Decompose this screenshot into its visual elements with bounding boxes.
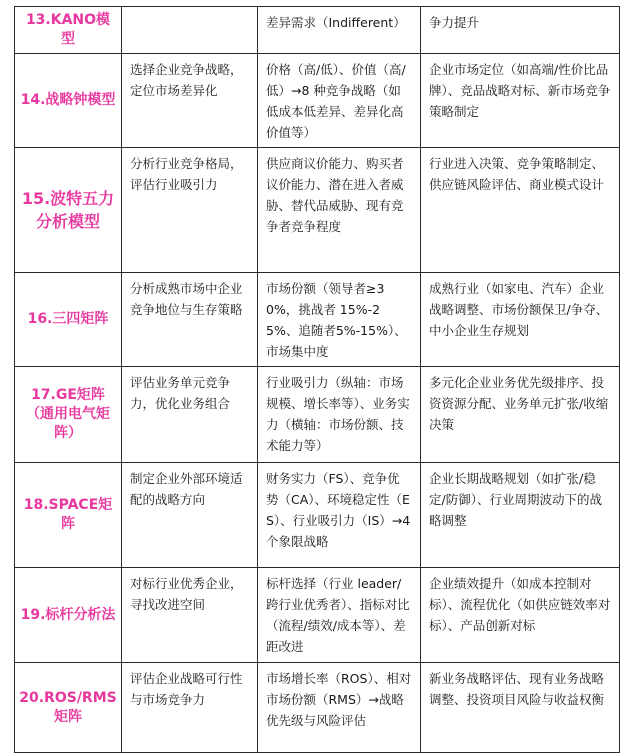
table-row bbox=[15, 54, 620, 148]
core-elements-cell: 财务实力（FS）、竞争优势（CA）、环境稳定性（ES）、行业吸引力（IS）→4个象限战略 bbox=[258, 463, 421, 568]
model-name-cell: 19.标杆分析法 bbox=[15, 568, 122, 663]
model-name-cell: 15.波特五力分析模型 bbox=[15, 148, 122, 273]
purpose-cell: 分析成熟市场中企业竞争地位与生存策略 bbox=[122, 273, 258, 367]
application-scenario-cell: 企业绩效提升（如成本控制对标）、流程优化（如供应链效率对标）、产品创新对标 bbox=[421, 568, 620, 663]
model-name-cell: 17.GE矩阵（通用电气矩阵） bbox=[15, 367, 122, 463]
purpose-cell: 评估企业战略可行性与市场竞争力 bbox=[122, 663, 258, 753]
core-elements-cell: 市场份额（领导者≥30%，挑战者 15%-25%、追随者5%-15%）、市场集中度 bbox=[258, 273, 421, 367]
application-scenario-cell: 多元化企业业务优先级排序、投资资源分配、业务单元扩张/收缩决策 bbox=[421, 367, 620, 463]
model-name-cell: 13.KANO模型 bbox=[15, 7, 122, 54]
purpose-cell: 对标行业优秀企业，寻找改进空间 bbox=[122, 568, 258, 663]
core-elements-cell: 市场增长率（ROS）、相对市场份额（RMS）→战略优先级与风险评估 bbox=[258, 663, 421, 753]
core-elements-cell: 供应商议价能力、购买者议价能力、潜在进入者威胁、替代品威胁、现有竞争者竞争程度 bbox=[258, 148, 421, 273]
application-scenario-cell: 企业长期战略规划（如扩张/稳定/防御）、行业周期波动下的战略调整 bbox=[421, 463, 620, 568]
application-scenario-cell: 行业进入决策、竞争策略制定、供应链风险评估、商业模式设计 bbox=[421, 148, 620, 273]
purpose-cell: 制定企业外部环境适配的战略方向 bbox=[122, 463, 258, 568]
model-name-cell: 16.三四矩阵 bbox=[15, 273, 122, 367]
table-row bbox=[15, 7, 620, 54]
table-row bbox=[15, 367, 620, 463]
table-row bbox=[15, 148, 620, 273]
purpose-cell: 选择企业竞争战略，定位市场差异化 bbox=[122, 54, 258, 148]
model-name-cell: 20.ROS/RMS矩阵 bbox=[15, 663, 122, 753]
table-row bbox=[15, 568, 620, 663]
core-elements-cell: 标杆选择（行业 leader/跨行业优秀者）、指标对比（流程/绩效/成本等）、差距改进 bbox=[258, 568, 421, 663]
core-elements-cell: 行业吸引力（纵轴：市场规模、增长率等）、业务实力（横轴：市场份额、技术能力等） bbox=[258, 367, 421, 463]
application-scenario-cell: 争力提升 bbox=[421, 7, 620, 54]
table-row bbox=[15, 273, 620, 367]
purpose-cell bbox=[122, 7, 258, 54]
model-table bbox=[14, 6, 620, 753]
application-scenario-cell: 企业市场定位（如高端/性价比品牌）、竞品战略对标、新市场竞争策略制定 bbox=[421, 54, 620, 148]
model-name-cell: 18.SPACE矩阵 bbox=[15, 463, 122, 568]
core-elements-cell: 差异需求（Indifferent） bbox=[258, 7, 421, 54]
purpose-cell: 分析行业竞争格局，评估行业吸引力 bbox=[122, 148, 258, 273]
purpose-cell: 评估业务单元竞争力，优化业务组合 bbox=[122, 367, 258, 463]
table-row bbox=[15, 663, 620, 753]
core-elements-cell: 价格（高/低）、价值（高/低）→8 种竞争战略（如低成本低差异、差异化高价值等） bbox=[258, 54, 421, 148]
table-row bbox=[15, 463, 620, 568]
application-scenario-cell: 成熟行业（如家电、汽车）企业战略调整、市场份额保卫/争夺、中小企业生存规划 bbox=[421, 273, 620, 367]
model-name-cell: 14.战略钟模型 bbox=[15, 54, 122, 148]
application-scenario-cell: 新业务战略评估、现有业务战略调整、投资项目风险与收益权衡 bbox=[421, 663, 620, 753]
